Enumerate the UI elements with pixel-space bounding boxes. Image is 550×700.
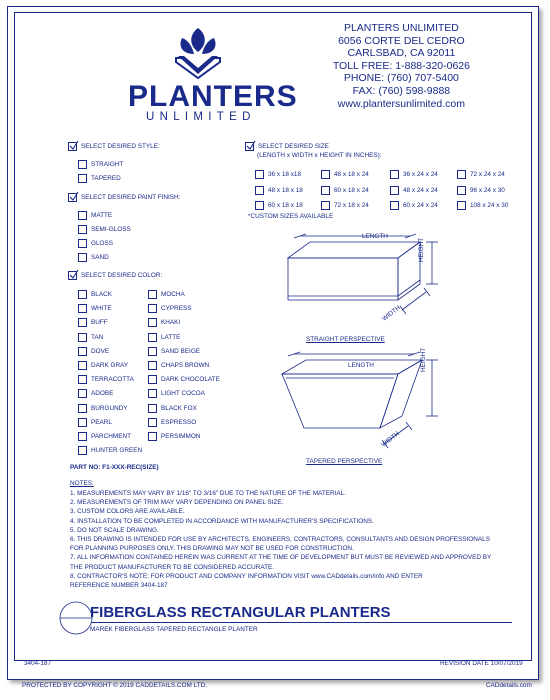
- company-name: PLANTERS UNLIMITED: [343, 22, 459, 34]
- checkbox-icon[interactable]: [255, 186, 264, 195]
- size-sublabel: (LENGTH x WIDTH x HEIGHT IN INCHES):: [257, 152, 382, 159]
- option-label: 60 x 24 x 24: [403, 202, 438, 209]
- option-label: KHAKI: [161, 319, 181, 327]
- color-option[interactable]: [148, 404, 197, 413]
- option-label: MOCHA: [161, 291, 185, 298]
- color-option[interactable]: [148, 318, 180, 327]
- color-option[interactable]: [78, 375, 134, 384]
- option-label: HUNTER GREEN: [91, 447, 143, 455]
- checkbox-icon[interactable]: [148, 375, 157, 384]
- option-label: SAND BEIGE: [161, 347, 201, 355]
- finish-option-gloss[interactable]: GLOSS: [78, 239, 113, 248]
- drawing-subtitle: MAREK FIBERGLASS TAPERED RECTANGLE PLANTER: [90, 626, 258, 633]
- size-option[interactable]: [457, 186, 505, 195]
- option-label: ADOBE: [91, 390, 114, 398]
- address-line-1: 6056 CORTE DEL CEDRO: [338, 34, 465, 47]
- option-label: CYPRESS: [161, 305, 192, 313]
- color-option[interactable]: [148, 347, 200, 356]
- checkbox-icon[interactable]: [321, 201, 330, 210]
- reference-number: 3404-187: [24, 660, 52, 667]
- size-option[interactable]: [255, 186, 303, 195]
- note-line: 8. CONTRACTOR'S NOTE: FOR PRODUCT AND COMPANY INFORMATION VISIT www.CADdetails.com/info AND ENTER: [70, 572, 423, 580]
- website-link[interactable]: www.plantersunlimited.com: [337, 97, 466, 110]
- straight-perspective-caption: STRAIGHT PERSPECTIVE: [306, 336, 385, 343]
- color-checkbox-checked[interactable]: [68, 271, 77, 280]
- size-option[interactable]: [321, 201, 369, 210]
- checkbox-icon[interactable]: [78, 347, 87, 356]
- option-label: 36 x 24 x 24: [403, 171, 438, 178]
- size-option[interactable]: [457, 201, 508, 210]
- note-line: 7. ALL INFORMATION CONTAINED HEREIN WAS CURRENT AT THE TIME OF DEVELOPMENT BUT MUST BE REVIEWED AND APPROVED BY: [70, 554, 492, 562]
- logo-subtitle: UNLIMITED: [146, 111, 256, 123]
- checkbox-icon: [78, 174, 87, 183]
- size-checkbox-checked[interactable]: [245, 142, 254, 151]
- style-checkbox-checked[interactable]: [68, 142, 77, 151]
- straight-height-label: HEIGHT: [418, 237, 425, 262]
- note-line: 1. MEASUREMENTS MAY VARY BY 1/16" TO 3/16" DUE TO THE NATURE OF THE MATERIAL.: [70, 490, 346, 497]
- checkbox-icon[interactable]: [457, 170, 466, 179]
- size-option[interactable]: [390, 186, 438, 195]
- checkmark-icon: [69, 269, 79, 279]
- fax: FAX: (760) 598-9888: [352, 84, 451, 97]
- color-option[interactable]: [78, 347, 109, 356]
- note-line: REFERENCE NUMBER 3404-187: [70, 582, 168, 589]
- option-label: PEARL: [91, 418, 112, 426]
- color-option[interactable]: [148, 304, 192, 313]
- finish-option-matte[interactable]: MATTE: [78, 211, 112, 220]
- checkbox-icon[interactable]: [78, 333, 87, 342]
- color-option[interactable]: [78, 333, 103, 342]
- option-label: ESPRESSO: [161, 418, 197, 426]
- option-label: DOVE: [91, 347, 110, 355]
- checkbox-icon[interactable]: [78, 304, 87, 313]
- tapered-width-label: WIDTH: [380, 430, 401, 449]
- checkbox-icon[interactable]: [148, 361, 157, 370]
- style-section-label: SELECT DESIRED STYLE:: [68, 142, 160, 151]
- color-option[interactable]: [78, 290, 112, 299]
- option-label: PARCHMENT: [91, 433, 132, 440]
- checkbox-icon[interactable]: [78, 432, 87, 441]
- size-option[interactable]: [321, 170, 369, 179]
- size-section-label: SELECT DESIRED SIZE: [245, 142, 329, 151]
- option-label: 48 x 24 x 24: [403, 186, 438, 194]
- option-label: 48 x 18 x 18: [268, 186, 303, 194]
- size-option[interactable]: [390, 170, 438, 179]
- drawing-title: FIBERGLASS RECTANGULAR PLANTERS: [90, 604, 391, 621]
- color-section-label: SELECT DESIRED COLOR:: [68, 271, 162, 280]
- copyright-notice: PROTECTED BY COPYRIGHT © 2019 CADDETAILS.COM LTD.: [22, 682, 207, 689]
- finish-option-sand[interactable]: SAND: [78, 253, 109, 262]
- planters-logo-icon: [168, 24, 228, 80]
- note-line: 3. CUSTOM COLORS ARE AVAILABLE.: [70, 508, 185, 516]
- logo-wordmark: PLANTERS: [128, 80, 298, 113]
- notes-heading: NOTES:: [70, 480, 94, 487]
- option-label: TAN: [91, 333, 104, 341]
- size-option[interactable]: [255, 201, 303, 210]
- checkbox-icon[interactable]: [78, 375, 87, 384]
- style-option-straight[interactable]: STRAIGHT: [78, 160, 123, 169]
- checkbox-icon[interactable]: [78, 418, 87, 427]
- checkbox-icon[interactable]: [78, 361, 87, 370]
- option-label: LIGHT COCOA: [161, 390, 205, 398]
- finish-section-label: SELECT DESIRED PAINT FINISH:: [68, 193, 180, 202]
- option-label: 108 x 24 x 30: [470, 202, 509, 209]
- size-option[interactable]: [457, 170, 505, 179]
- style-option-tapered[interactable]: TAPERED: [78, 174, 121, 183]
- color-option[interactable]: [148, 333, 180, 342]
- color-option[interactable]: [148, 361, 209, 370]
- color-option[interactable]: [148, 375, 220, 384]
- option-label: 72 x 24 x 24: [470, 171, 505, 178]
- checkbox-icon[interactable]: [78, 446, 87, 455]
- option-label: BLACK: [91, 291, 112, 298]
- note-line: 5. DO NOT SCALE DRAWING.: [70, 526, 159, 534]
- checkbox-icon[interactable]: [148, 404, 157, 413]
- checkbox-icon[interactable]: [78, 290, 87, 299]
- checkmark-icon: [246, 140, 256, 150]
- option-label: WHITE: [91, 305, 112, 313]
- note-line: 2. MEASUREMENTS OF TRIM MAY VARY DEPENDING ON PANEL SIZE.: [70, 499, 284, 507]
- checkbox-icon[interactable]: [148, 432, 157, 441]
- size-option[interactable]: [321, 186, 369, 195]
- color-option[interactable]: [148, 418, 196, 427]
- color-option[interactable]: [78, 304, 112, 313]
- option-label: DARK CHOCOLATE: [161, 376, 220, 384]
- toll-free: TOLL FREE: 1-888-320-0626: [332, 59, 470, 72]
- title-underline: [92, 622, 512, 623]
- revision-date: REVISION DATE 10/07/2019: [440, 660, 523, 667]
- size-option[interactable]: [390, 201, 438, 210]
- finish-checkbox-checked[interactable]: [68, 193, 77, 202]
- checkbox-icon: [78, 160, 87, 169]
- color-option[interactable]: [78, 446, 142, 455]
- checkbox-icon[interactable]: [148, 318, 157, 327]
- option-label: DARK GRAY: [91, 362, 129, 369]
- option-label: PERSIMMON: [161, 433, 201, 440]
- option-label: TERRACOTTA: [91, 376, 134, 384]
- option-label: 60 x 18 x 24: [334, 186, 369, 194]
- checkbox-icon[interactable]: [148, 389, 157, 398]
- checkbox-icon[interactable]: [78, 404, 87, 413]
- company-address-block: [333, 22, 470, 110]
- option-label: BUFF: [91, 319, 108, 327]
- checkbox-icon[interactable]: [390, 186, 399, 195]
- color-option[interactable]: [78, 318, 108, 327]
- color-option[interactable]: [148, 290, 185, 299]
- color-option[interactable]: [148, 389, 205, 398]
- color-option[interactable]: [78, 361, 128, 370]
- note-line: 4. INSTALLATION TO BE COMPLETED IN ACCORDANCE WITH MANUFACTURER'S SPECIFICATIONS.: [70, 517, 374, 525]
- note-line: THE PRODUCT MANUFACTURER TO BE CONSIDERED ACCURATE.: [70, 563, 275, 571]
- option-label: CHAPS BROWN: [161, 362, 210, 369]
- option-label: BURGUNDY: [91, 404, 128, 412]
- checkbox-icon[interactable]: [78, 318, 87, 327]
- checkbox-icon[interactable]: [148, 347, 157, 356]
- tapered-length-label: LENGTH: [348, 362, 374, 369]
- part-number: PART NO: F1-XXX-REC(SIZE): [70, 464, 159, 471]
- checkbox-icon[interactable]: [148, 304, 157, 313]
- checkbox-icon[interactable]: [255, 201, 264, 210]
- straight-length-label: LENGTH: [362, 233, 388, 240]
- checkbox-icon[interactable]: [457, 201, 466, 210]
- option-label: 36 x 18 x18: [268, 171, 302, 178]
- tapered-perspective-caption: TAPERED PERSPECTIVE: [306, 458, 383, 465]
- checkmark-icon: [69, 191, 79, 201]
- custom-sizes-note: *CUSTOM SIZES AVAILABLE: [248, 213, 334, 220]
- title-block-circle-icon: [58, 600, 94, 636]
- checkbox-icon[interactable]: [457, 186, 466, 195]
- option-label: LATTE: [161, 333, 181, 341]
- checkbox-icon[interactable]: [321, 170, 330, 179]
- checkbox-icon[interactable]: [148, 418, 157, 427]
- option-label: BLACK FOX: [161, 404, 197, 412]
- checkbox-icon[interactable]: [255, 170, 264, 179]
- color-option[interactable]: [78, 389, 113, 398]
- color-option[interactable]: [78, 418, 112, 427]
- finish-option-semi-gloss[interactable]: SEMI-GLOSS: [78, 225, 131, 234]
- option-label: 72 x 18 x 24: [334, 202, 369, 209]
- tapered-height-label: HEIGHT: [420, 347, 427, 372]
- checkbox-icon[interactable]: [321, 186, 330, 195]
- size-option[interactable]: [255, 170, 301, 179]
- checkbox-icon[interactable]: [148, 290, 157, 299]
- checkbox-icon[interactable]: [78, 389, 87, 398]
- note-line: 6. THIS DRAWING IS INTENDED FOR USE BY ARCHITECTS, ENGINEERS, CONTRACTORS, CONSULTANTS AND DESIGN PROFESSIONALS: [70, 536, 490, 543]
- straight-width-label: WIDTH: [381, 304, 402, 323]
- color-option[interactable]: [78, 404, 128, 413]
- checkmark-icon: [69, 140, 79, 150]
- caddetails-link[interactable]: CADdetails.com: [486, 682, 532, 689]
- note-line: FOR PLANNING PURPOSES ONLY. THIS DRAWING MAY NOT BE USED FOR CONSTRUCTION.: [70, 545, 354, 553]
- address-line-2: CARLSBAD, CA 92011: [347, 47, 456, 60]
- checkbox-icon[interactable]: [390, 170, 399, 179]
- color-option[interactable]: [148, 432, 200, 441]
- phone: PHONE: (760) 707-5400: [343, 72, 459, 85]
- checkbox-icon[interactable]: [390, 201, 399, 210]
- checkbox-icon[interactable]: [148, 333, 157, 342]
- color-option[interactable]: [78, 432, 131, 441]
- option-label: 96 x 24 x 30: [470, 186, 505, 194]
- option-label: 60 x 18 x 18: [268, 202, 303, 209]
- option-label: 48 x 18 x 24: [334, 171, 369, 178]
